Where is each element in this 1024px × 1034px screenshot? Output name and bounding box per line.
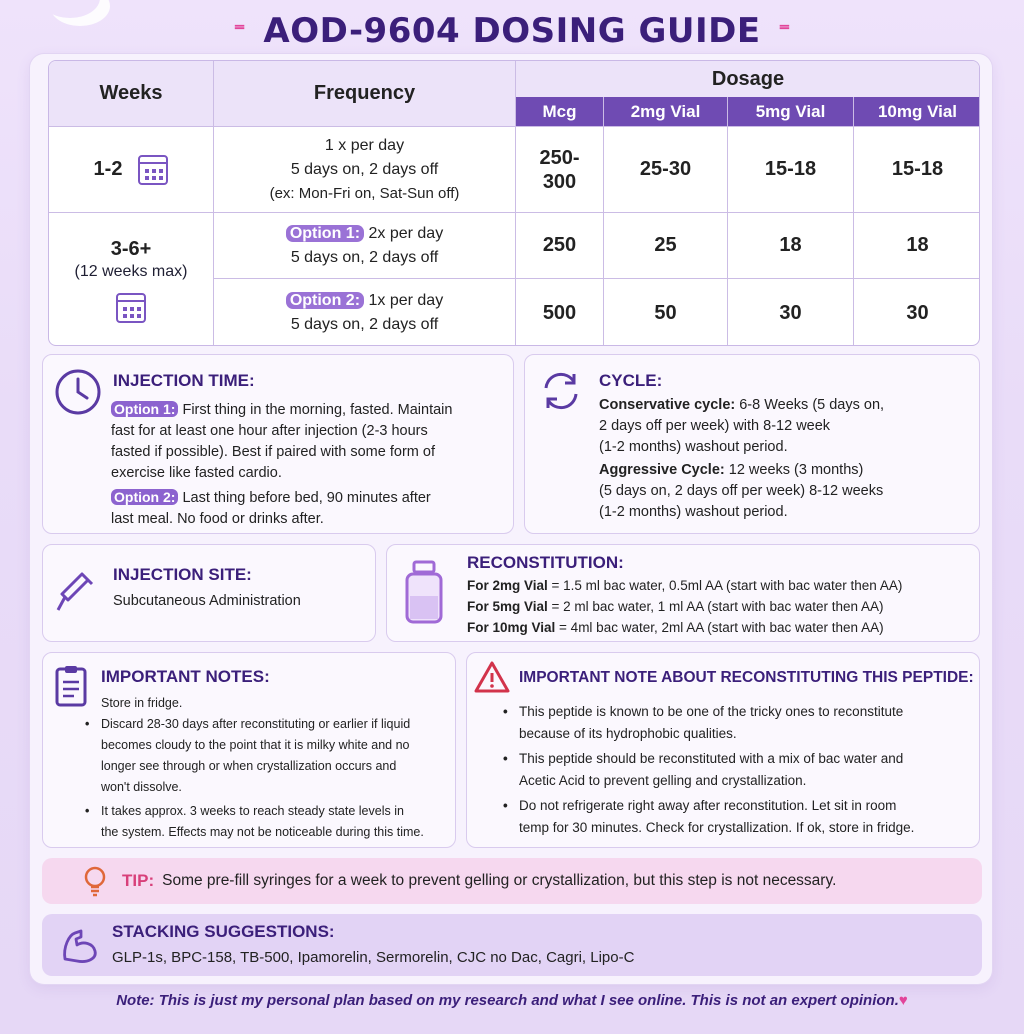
option2-pill: Option 2: (286, 292, 364, 309)
warning-icon (473, 659, 511, 695)
injection-time-heading: INJECTION TIME: (113, 371, 255, 390)
row2-option1-frequency-cell (214, 213, 516, 279)
tip-banner (42, 858, 982, 904)
option1-2mg-cell: 25 (604, 213, 728, 279)
row2-weeks: 3-6+ (110, 237, 152, 260)
option1-pill: Option 1: (286, 225, 364, 242)
stacking-heading: STACKING SUGGESTIONS: (112, 922, 335, 941)
important-notes-panel (42, 652, 456, 848)
row1-freq-line1: 1 x per day (324, 136, 405, 154)
option1-mcg-cell: 250 (516, 213, 604, 279)
row1-mcg-cell (516, 127, 604, 213)
recon-10mg-label: For 10mg Vial (467, 620, 556, 635)
warning-item-3 (519, 795, 969, 839)
row1-weeks-cell (49, 127, 214, 213)
injection-site-text: Subcutaneous Administration (113, 593, 301, 609)
warning-item-2-line2: Acetic Acid to prevent gelling and crystallization. (519, 773, 807, 788)
injection-opt1-line4: exercise like fasted cardio. (111, 465, 282, 481)
warning-item-1-line1: • This peptide is known to be one of the tricky ones to reconstitute (519, 704, 904, 719)
heart-icon: ♥ (898, 992, 908, 1009)
stacking-panel (42, 914, 982, 976)
injection-opt2-text: Last thing before bed, 90 minutes after (178, 490, 431, 506)
recon-5mg-label: For 5mg Vial (467, 599, 548, 614)
title-row (0, 8, 1024, 54)
row1-10mg-cell: 15-18 (854, 127, 980, 213)
important-notes-list (101, 693, 451, 843)
note-item-3 (101, 801, 451, 843)
col-weeks-header: Weeks (49, 61, 214, 127)
injection-opt1-line3: fasted if possible). Best if paired with some form of (111, 444, 435, 460)
option1-freq-line2: 5 days on, 2 days off (290, 248, 439, 266)
note-item-3-line2: the system. Effects may not be noticeable during this time. (101, 825, 424, 839)
cycle-panel (524, 354, 980, 534)
conservative-label: Conservative cycle: (599, 397, 736, 413)
note-item-2-line4: won't dissolve. (101, 780, 182, 794)
row1-mcg-a: 250- (539, 146, 580, 169)
aggressive-text: 12 weeks (3 months) (724, 462, 864, 478)
row1-freq-line3: (ex: Mon-Fri on, Sat-Sun off) (269, 184, 460, 202)
reconstitution-panel (386, 544, 980, 642)
dosing-table (48, 60, 980, 346)
conservative-text: 6-8 Weeks (5 days on, (735, 397, 885, 413)
note-item-2-line1: • Discard 28-30 days after reconstituting or earlier if liquid (101, 717, 411, 731)
warning-item-2-line1: • This peptide should be reconstituted with a mix of bac water and (519, 751, 904, 766)
warning-item-1-line2: because of its hydrophobic qualities. (519, 726, 737, 741)
row1-freq-line2: 5 days on, 2 days off (290, 160, 439, 178)
note-item-3-line1: • It takes approx. 3 weeks to reach steady state levels in (101, 804, 404, 818)
tip-text: Some pre-fill syringes for a week to prevent gelling or crystallization, but this step is not necessary. (162, 872, 837, 889)
option2-10mg-cell: 30 (906, 301, 929, 324)
aggressive-line2: (5 days on, 2 days off per week) 8-12 weeks (599, 483, 884, 499)
conservative-line3: (1-2 months) washout period. (599, 439, 788, 455)
injection-time-body (111, 399, 511, 530)
col-frequency-header: Frequency (214, 61, 516, 127)
warning-item-2 (519, 748, 969, 792)
row2-option2-frequency-cell (214, 279, 516, 346)
option1-10mg-cell: 18 (854, 213, 980, 279)
reconstitution-body (467, 575, 977, 638)
sub-10mg-header: 10mg Vial (854, 97, 980, 127)
option2-freq-line2: 5 days on, 2 days off (290, 316, 439, 333)
row1-mcg-b: 300 (542, 170, 577, 193)
sparkle-right-icon: ⁼ (778, 18, 791, 43)
flexed-arm-icon (58, 924, 102, 968)
col-dosage-header: Dosage (516, 61, 980, 97)
recon-2mg-text: = 1.5 ml bac water, 0.5ml AA (start with bac water then AA) (547, 578, 903, 593)
row2-weeks-cell (49, 213, 214, 346)
option1-5mg-cell: 18 (728, 213, 854, 279)
sparkle-left-icon: ⁼ (233, 18, 246, 43)
page-title: AOD-9604 DOSING GUIDE (263, 11, 761, 51)
sub-5mg-header: 5mg Vial (728, 97, 854, 127)
injection-site-heading: INJECTION SITE: (113, 565, 252, 584)
row1-frequency-cell (214, 127, 516, 213)
warning-item-1 (519, 701, 969, 745)
guide-card (30, 54, 992, 984)
option2-mcg-cell: 500 (516, 279, 604, 346)
clipboard-icon (53, 663, 89, 709)
reconstitution-heading: RECONSTITUTION: (467, 553, 624, 572)
note-item-1: Store in fridge. (101, 696, 183, 710)
note-item-2 (101, 714, 451, 798)
lightbulb-icon (80, 864, 110, 898)
tip-label: TIP: (122, 871, 155, 890)
reconstitution-warning-list (519, 701, 969, 839)
injection-opt2-line2: last meal. No food or drinks after. (111, 511, 324, 527)
injection-site-panel (42, 544, 376, 642)
syringe-icon (53, 569, 99, 615)
recon-5mg-text: = 2 ml bac water, 1 ml AA (start with bac water then AA) (547, 599, 884, 614)
footer-note-text: Note: This is just my personal plan based on my research and what I see online. This is not an expert opinion. (116, 992, 899, 1009)
row2-weeks-note: (12 weeks max) (74, 262, 188, 280)
note-item-2-line2: becomes cloudy to the point that it is milky white and no (101, 738, 410, 752)
cycle-heading: CYCLE: (599, 371, 663, 390)
aggressive-label: Aggressive Cycle: (599, 462, 725, 478)
reconstitution-warning-panel (466, 652, 980, 848)
option1-freq: 2x per day (364, 224, 444, 242)
calendar-icon (138, 155, 168, 185)
cycle-body (599, 395, 969, 523)
row1-2mg-cell: 25-30 (604, 127, 728, 213)
important-notes-heading: IMPORTANT NOTES: (101, 667, 270, 686)
row1-weeks: 1-2 (93, 158, 123, 180)
aggressive-line3: (1-2 months) washout period. (599, 504, 788, 520)
injection-time-panel (42, 354, 514, 534)
calendar-icon (116, 293, 146, 323)
vial-icon (401, 559, 447, 627)
note-item-2-line3: longer see through or when crystallization occurs and (101, 759, 397, 773)
stacking-text: GLP-1s, BPC-158, TB-500, Ipamorelin, Sermorelin, CJC no Dac, Cagri, Lipo-C (112, 949, 635, 966)
warning-item-3-line2: temp for 30 minutes. Check for crystallization. If ok, store in fridge. (519, 820, 915, 835)
clock-icon (53, 367, 103, 417)
footer-note (0, 992, 1024, 1009)
row1-5mg-cell: 15-18 (728, 127, 854, 213)
sub-2mg-header: 2mg Vial (604, 97, 728, 127)
option1-tag: Option 1: (111, 401, 178, 417)
conservative-line2: 2 days off per week) with 8-12 week (599, 418, 831, 434)
warning-item-3-line1: • Do not refrigerate right away after reconstitution. Let sit in room (519, 798, 897, 813)
option2-2mg-cell: 50 (604, 279, 728, 346)
option2-5mg-cell: 30 (728, 279, 854, 346)
reconstitution-warning-heading: IMPORTANT NOTE ABOUT RECONSTITUTING THIS PEPTIDE: (519, 669, 974, 686)
cycle-arrows-icon (535, 365, 587, 417)
option2-tag: Option 2: (111, 489, 178, 505)
recon-2mg-label: For 2mg Vial (467, 578, 548, 593)
sub-mcg-header: Mcg (516, 97, 604, 127)
injection-opt1-line2: fast for at least one hour after injection (2-3 hours (111, 423, 428, 439)
option2-freq: 1x per day (364, 292, 444, 309)
recon-10mg-text: = 4ml bac water, 2ml AA (start with bac water then AA) (555, 620, 884, 635)
injection-opt1-text: First thing in the morning, fasted. Maintain (178, 402, 453, 418)
